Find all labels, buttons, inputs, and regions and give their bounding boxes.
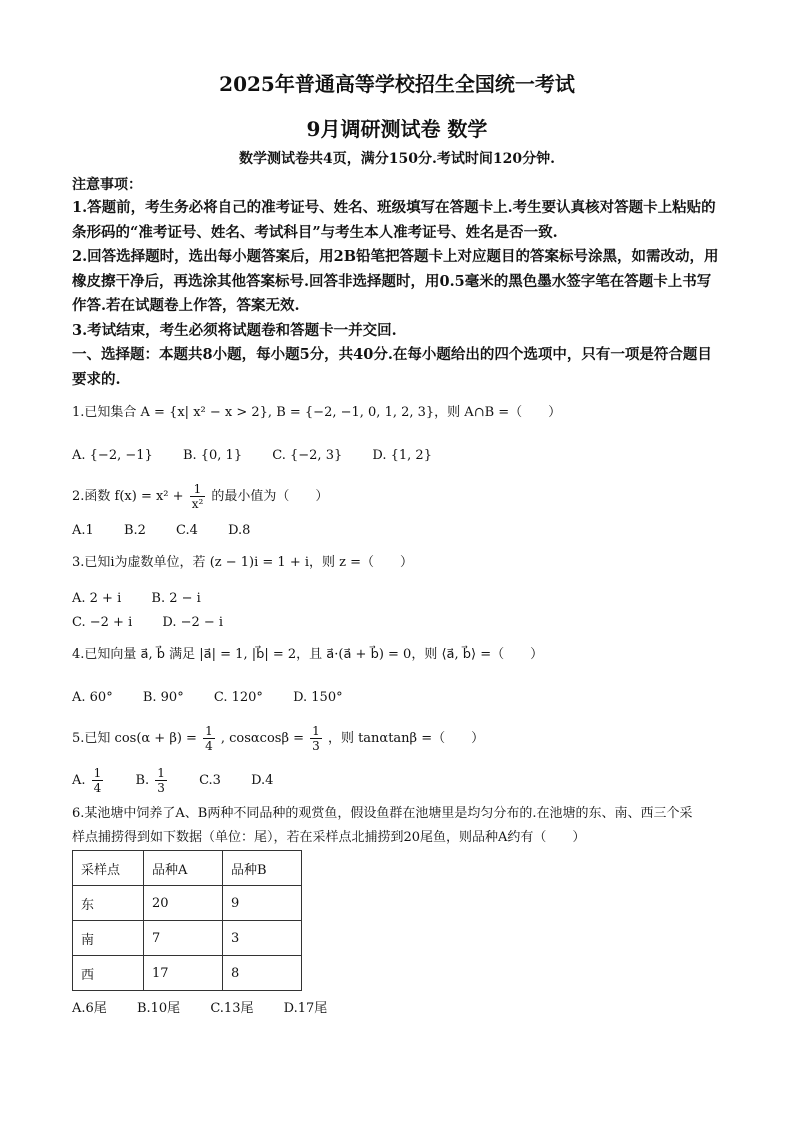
section-heading: 一、选择题：本题共8小题，每小题5分，共40分.在每小题给出的四个选项中，只有一项是符合题目要求的. <box>72 346 712 388</box>
question-5-stem <box>72 724 484 753</box>
q2-frac-den: x² <box>191 497 204 511</box>
table-cell: 西 <box>73 956 144 991</box>
question-1-options <box>72 446 458 466</box>
q5-opta-num: 1 <box>93 766 102 780</box>
table-header-cell: 采样点 <box>73 851 144 886</box>
question-5-options <box>72 766 299 795</box>
table-cell: 20 <box>144 886 223 921</box>
table-row <box>73 886 302 921</box>
note-item-3: 3.考试结束，考生必须将试题卷和答题卡一并交回. <box>72 322 397 339</box>
q5-fraction-2 <box>310 724 322 753</box>
q3-option-d[interactable]: D. −2 − i <box>162 615 224 630</box>
q5-fraction-1 <box>203 724 215 753</box>
q6-option-d[interactable]: D.17尾 <box>283 1001 328 1016</box>
table-cell: 17 <box>144 956 223 991</box>
q5-option-b-fraction <box>155 766 167 795</box>
q5-optb-den: 3 <box>157 781 165 795</box>
q5-frac2-num: 1 <box>312 724 320 738</box>
table-row <box>73 921 302 956</box>
q2-stem-pre: 2.函数 f(x) = x² + <box>72 489 184 504</box>
table-cell: 东 <box>73 886 144 921</box>
q5-option-a-label: A. <box>72 773 86 788</box>
q5-stem-pre: 5.已知 cos(α + β) = <box>72 731 197 746</box>
q4-option-b[interactable]: B. 90° <box>142 690 184 705</box>
q5-frac1-num: 1 <box>205 724 213 738</box>
q4-option-a[interactable]: A. 60° <box>72 690 113 705</box>
q5-option-b-label: B. <box>135 773 150 788</box>
sampling-table <box>72 850 302 991</box>
q2-option-c[interactable]: C.4 <box>176 523 198 538</box>
q5-frac2-den: 3 <box>312 739 320 753</box>
question-3-options-row1 <box>72 589 227 609</box>
table-header-cell: 品种A <box>144 851 223 886</box>
question-1-stem: 1.已知集合 A = {x| x² − x > 2}, B = {−2, −1, 0, 1, 2, 3}，则 A∩B =（ ） <box>72 405 562 420</box>
q5-frac1-den: 4 <box>205 739 213 753</box>
q4-option-c[interactable]: C. 120° <box>213 690 263 705</box>
q6-option-b[interactable]: B.10尾 <box>136 1001 181 1016</box>
exam-subject-title: 9月调研测试卷 数学 <box>306 117 488 141</box>
note-item-2: 2.回答选择题时，选出每小题答案后，用2B铅笔把答题卡上对应题目的答案标号涂黑，如需改动，用橡皮擦干净后，再选涂其他答案标号.回答非选择题时，用0.5毫米的黑色墨水签字笔在答题卡上书写作答.若在试题卷上作答，答案无效. <box>72 248 719 314</box>
question-4-options <box>72 688 369 708</box>
q5-option-d[interactable]: D.4 <box>251 773 274 788</box>
q5-optb-num: 1 <box>157 766 165 780</box>
q2-option-d[interactable]: D.8 <box>228 523 251 538</box>
table-cell: 南 <box>73 921 144 956</box>
q1-option-a[interactable]: A. {−2, −1} <box>72 448 153 463</box>
q3-option-a[interactable]: A. 2 + i <box>72 591 122 606</box>
question-4-stem: 4.已知向量 a⃗, b⃗ 满足 |a⃗| = 1, |b⃗| = 2，且 a⃗·(a⃗ + b⃗) = 0，则 ⟨a⃗, b⃗⟩ =（ ） <box>72 647 544 662</box>
q1-option-c[interactable]: C. {−2, 3} <box>272 448 343 463</box>
table-row <box>73 956 302 991</box>
q3-option-c[interactable]: C. −2 + i <box>72 615 133 630</box>
q2-stem-post: 的最小值为（ ） <box>211 489 329 504</box>
table-cell: 8 <box>223 956 302 991</box>
question-6-stem-line1: 6.某池塘中饲养了A、B两种不同品种的观赏鱼，假设鱼群在池塘里是均匀分布的.在池塘的东、南、西三个采 <box>72 806 693 821</box>
q2-option-b[interactable]: B.2 <box>123 523 146 538</box>
q1-option-b[interactable]: B. {0, 1} <box>182 448 243 463</box>
question-6-options <box>72 999 353 1019</box>
question-6-stem-line2: 样点捕捞得到如下数据（单位：尾），若在采样点北捕捞到20尾鱼，则品种A约有（ ） <box>72 830 586 845</box>
note-item-1: 1.答题前，考生务必将自己的准考证号、姓名、班级填写在答题卡上.考生要认真核对答题卡上粘贴的条形码的“准考证号、姓名、考试科目”与考生本人准考证号、姓名是否一致. <box>72 199 716 241</box>
q6-option-a[interactable]: A.6尾 <box>72 1001 107 1016</box>
q5-stem-mid: , cosαcosβ = <box>220 731 305 746</box>
table-cell: 7 <box>144 921 223 956</box>
q4-option-d[interactable]: D. 150° <box>293 690 343 705</box>
q2-frac-num: 1 <box>190 482 206 497</box>
q6-option-c[interactable]: C.13尾 <box>210 1001 254 1016</box>
q5-option-a[interactable] <box>72 766 105 795</box>
q2-fraction <box>190 482 206 511</box>
question-2-stem <box>72 482 328 511</box>
table-cell: 9 <box>223 886 302 921</box>
table-cell: 3 <box>223 921 302 956</box>
q2-option-a[interactable]: A.1 <box>72 523 94 538</box>
exam-info: 数学测试卷共4页，满分150分.考试时间120分钟. <box>239 151 555 167</box>
table-header-row <box>73 851 302 886</box>
question-2-options <box>72 521 276 541</box>
q5-option-c[interactable]: C.3 <box>199 773 221 788</box>
question-3-stem: 3.已知i为虚数单位，若 (z − 1)i = 1 + i，则 z =（ ） <box>72 555 414 570</box>
q5-stem-post: ，则 tanαtanβ =（ ） <box>327 731 485 746</box>
q5-option-b[interactable] <box>135 766 168 795</box>
question-3-options-row2 <box>72 613 249 633</box>
q5-option-a-fraction <box>92 766 104 795</box>
q3-option-b[interactable]: B. 2 − i <box>151 591 201 606</box>
q5-opta-den: 4 <box>93 781 102 795</box>
exam-title: 2025年普通高等学校招生全国统一考试 <box>219 72 575 96</box>
q1-option-d[interactable]: D. {1, 2} <box>372 448 432 463</box>
table-header-cell: 品种B <box>223 851 302 886</box>
notes-heading: 注意事项： <box>72 177 142 193</box>
